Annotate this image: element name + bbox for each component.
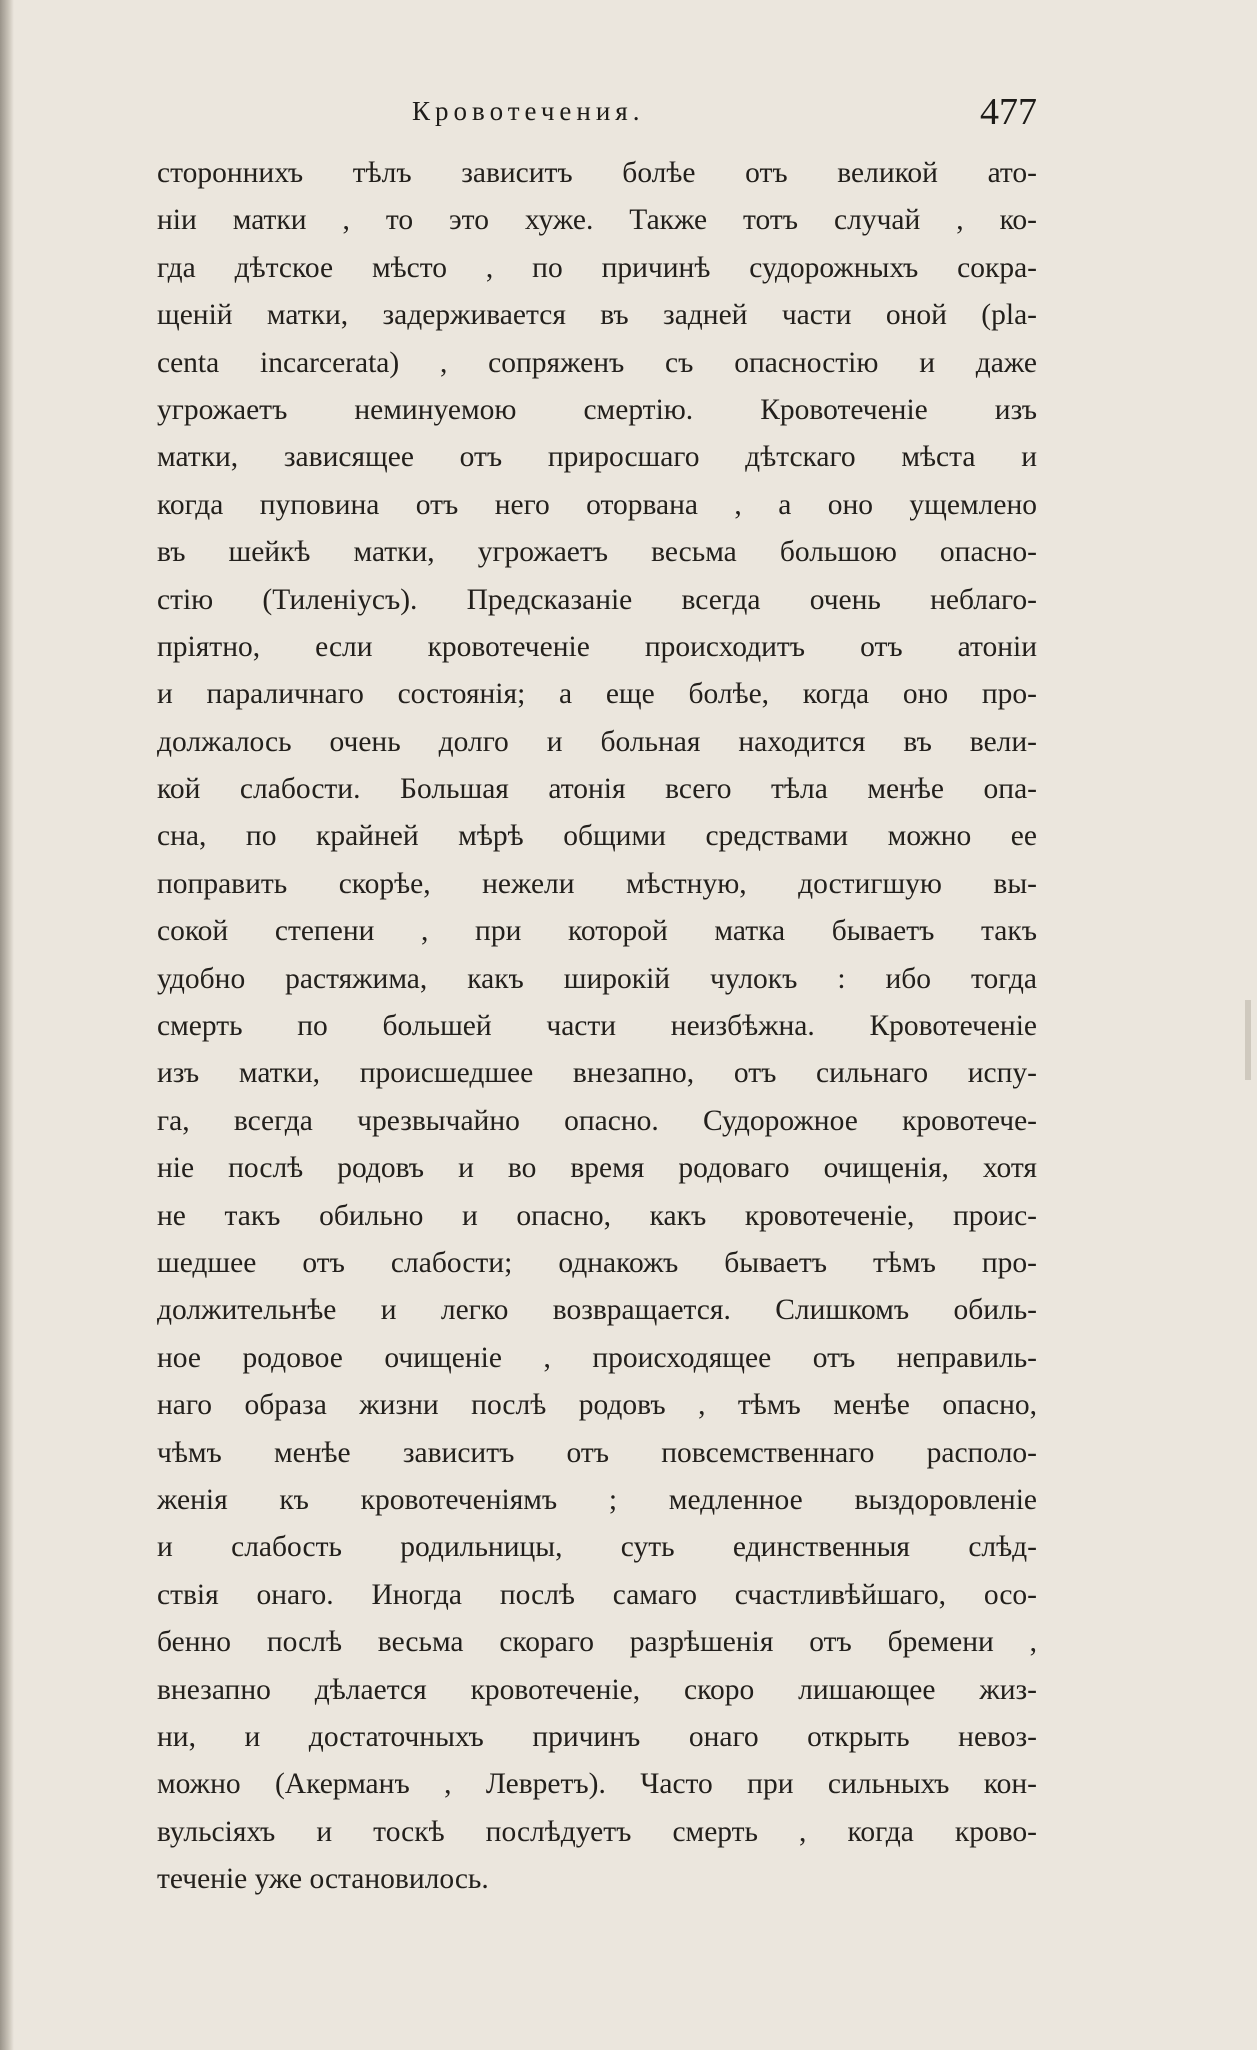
text-line: женія къ кровотеченіямъ ; медленное выздоровленіе	[157, 1483, 1037, 1516]
text-line: угрожаетъ неминуемою смертію. Кровотеченіе изъ	[157, 393, 1037, 426]
text-line: ніе послѣ родовъ и во время родоваго очищенія, хотя	[157, 1152, 1037, 1185]
text-line: должительнѣе и легко возвращается. Слишкомъ обиль-	[157, 1294, 1037, 1327]
text-line: стію (Тиленіусъ). Предсказаніе всегда очень неблаго-	[157, 583, 1037, 616]
text-line: сна, по крайней мѣрѣ общими средствами можно ее	[157, 820, 1037, 853]
running-title: Кровотечения.	[412, 96, 645, 126]
text-line: должалось очень долго и больная находится въ вели-	[157, 725, 1037, 758]
text-line: въ шейкѣ матки, угрожаетъ весьма большою опасно-	[157, 536, 1037, 569]
paper-mark	[1245, 1000, 1251, 1080]
text-line: кой слабости. Большая атонія всего тѣла менѣе опа-	[157, 773, 1037, 806]
text-line: когда пуповина отъ него оторвана , а оно ущемлено	[157, 488, 1037, 521]
text-line: внезапно дѣлается кровотеченіе, скоро лишающее жиз-	[157, 1673, 1037, 1706]
text-line: матки, зависящее отъ приросшаго дѣтскаго мѣста и	[157, 441, 1037, 474]
text-line: centa incarcerata) , сопряженъ съ опасностію и даже	[157, 346, 1037, 379]
text-line: бенно послѣ весьма скораго разрѣшенія отъ бремени ,	[157, 1626, 1037, 1659]
page-binding-edge	[0, 0, 14, 2050]
body-text	[157, 150, 1037, 1903]
page-number: 477	[980, 91, 1037, 133]
text-line: щеній матки, задерживается въ задней части оной (pla-	[157, 299, 1037, 332]
text-line: поправить скорѣе, нежели мѣстную, достигшую вы-	[157, 867, 1037, 900]
text-line: гда дѣтское мѣсто , по причинѣ судорожныхъ сокра-	[157, 251, 1037, 284]
text-line: и слабость родильницы, суть единственныя слѣд-	[157, 1531, 1037, 1564]
text-line: теченіе уже остановилось.	[157, 1863, 489, 1896]
text-line: изъ матки, происшедшее внезапно, отъ сильнаго испу-	[157, 1057, 1037, 1090]
text-line: стороннихъ тѣлъ зависитъ болѣе отъ великой ато-	[157, 157, 1037, 189]
text-line: удобно растяжима, какъ широкій чулокъ : ибо тогда	[157, 962, 1037, 995]
text-line: ное родовое очищеніе , происходящее отъ неправиль-	[157, 1341, 1037, 1374]
text-line: ствія онаго. Иногда послѣ самаго счастливѣйшаго, осо-	[157, 1578, 1037, 1611]
text-line: смерть по большей части неизбѣжна. Кровотеченіе	[157, 1010, 1037, 1043]
text-line: ни, и достаточныхъ причинъ онаго открыть невоз-	[157, 1720, 1037, 1753]
text-line: га, всегда чрезвычайно опасно. Судорожное кровотече-	[157, 1104, 1037, 1137]
text-line: и параличнаго состоянія; а еще болѣе, когда оно про-	[157, 678, 1037, 711]
text-line: чѣмъ менѣе зависитъ отъ повсемственнаго располо-	[157, 1436, 1037, 1469]
text-line: вульсіяхъ и тоскѣ послѣдуетъ смерть , когда крово-	[157, 1815, 1037, 1848]
text-line: шедшее отъ слабости; однакожъ бываетъ тѣмъ про-	[157, 1246, 1037, 1279]
text-line: сокой степени , при которой матка бываетъ такъ	[157, 915, 1037, 948]
text-line: можно (Акерманъ , Левретъ). Часто при сильныхъ кон-	[157, 1768, 1037, 1801]
page-header	[157, 91, 1037, 136]
text-line: наго образа жизни послѣ родовъ , тѣмъ менѣе опасно,	[157, 1389, 1037, 1422]
text-line: не такъ обильно и опасно, какъ кровотеченіе, проис-	[157, 1199, 1037, 1232]
text-line: пріятно, если кровотеченіе происходитъ отъ атоніи	[157, 630, 1037, 663]
text-line: ніи матки , то это хуже. Также тотъ случай , ко-	[157, 204, 1037, 237]
